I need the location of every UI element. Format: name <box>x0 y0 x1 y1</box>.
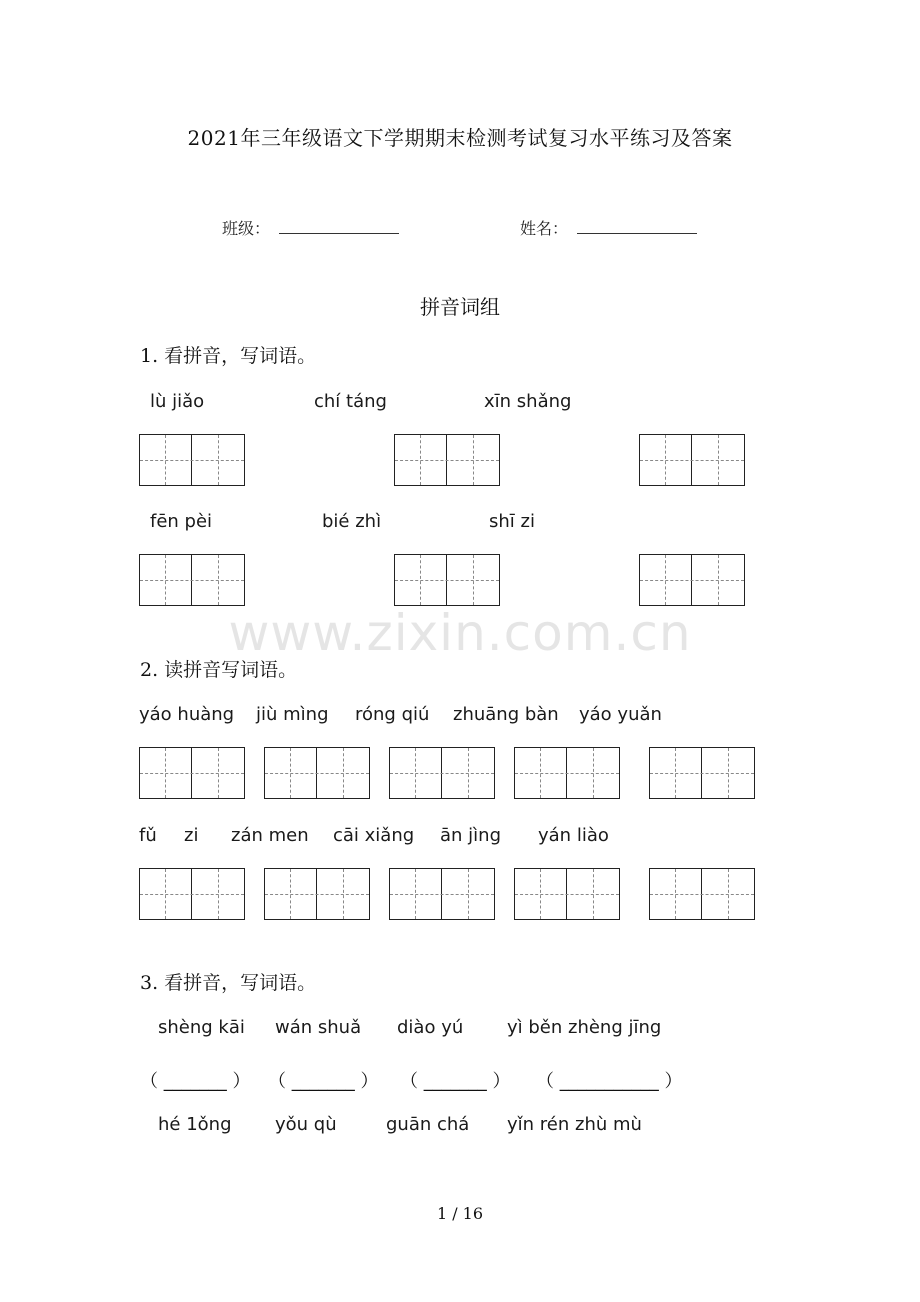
q2-pinyin: ān jìng <box>440 825 501 846</box>
q3-pinyin: yì běn zhèng jīng <box>507 1017 662 1038</box>
q1-pinyin: fēn pèi <box>150 511 213 532</box>
writing-box[interactable] <box>139 868 245 920</box>
q1-pinyin: chí táng <box>314 391 387 412</box>
q2-pinyin: yáo huàng <box>139 704 235 725</box>
answer-blank[interactable]: （ _______ ） <box>268 1071 379 1092</box>
writing-box[interactable] <box>264 747 370 799</box>
writing-box[interactable] <box>639 434 745 486</box>
writing-box[interactable] <box>649 747 755 799</box>
writing-box[interactable] <box>514 868 620 920</box>
q1-pinyin: bié zhì <box>322 511 382 532</box>
writing-box[interactable] <box>389 868 495 920</box>
q2-pinyin: cāi xiǎng <box>333 825 415 846</box>
section-title: 拼音词组 <box>420 295 500 319</box>
q2-pinyin: jiù mìng <box>256 704 329 725</box>
q2-pinyin: zán men <box>231 825 309 846</box>
q1-pinyin: lù jiǎo <box>150 391 205 412</box>
writing-box[interactable] <box>389 747 495 799</box>
q2-pinyin: yán liào <box>538 825 609 846</box>
q1-heading: 1. 看拼音，写词语。 <box>140 345 317 367</box>
class-blank <box>279 233 399 234</box>
q3-pinyin: yǐn rén zhù mù <box>507 1114 642 1135</box>
q2-pinyin: fǔ <box>139 825 157 846</box>
writing-box[interactable] <box>394 554 500 606</box>
answer-blank[interactable]: （ _______ ） <box>140 1071 251 1092</box>
q3-pinyin: guān chá <box>386 1114 470 1135</box>
writing-box[interactable] <box>139 554 245 606</box>
q2-pinyin: yáo yuǎn <box>579 704 662 725</box>
q3-pinyin: diào yú <box>397 1017 464 1038</box>
q2-heading: 2. 读拼音写词语。 <box>140 659 298 681</box>
writing-box[interactable] <box>514 747 620 799</box>
q3-pinyin: shèng kāi <box>158 1017 245 1038</box>
page-number: 1 / 16 <box>436 1204 484 1223</box>
q1-pinyin: shī zi <box>489 511 535 532</box>
name-label: 姓名： <box>520 219 569 238</box>
writing-box[interactable] <box>394 434 500 486</box>
name-blank <box>577 233 697 234</box>
writing-box[interactable] <box>139 434 245 486</box>
writing-box[interactable] <box>639 554 745 606</box>
q2-pinyin: zhuāng bàn <box>453 704 559 725</box>
q2-pinyin: zi <box>184 825 199 846</box>
q2-pinyin: róng qiú <box>355 704 430 725</box>
answer-blank[interactable]: （ _______ ） <box>400 1071 511 1092</box>
writing-box[interactable] <box>649 868 755 920</box>
document-title: 2021年三年级语文下学期期末检测考试复习水平练习及答案 <box>187 126 733 150</box>
q3-heading: 3. 看拼音，写词语。 <box>140 972 317 994</box>
q3-pinyin: hé 1ǒng <box>158 1114 232 1135</box>
watermark: www.zixin.com.cn <box>228 604 692 662</box>
q3-pinyin: yǒu qù <box>275 1114 337 1135</box>
writing-box[interactable] <box>264 868 370 920</box>
answer-blank[interactable]: （ ___________ ） <box>536 1071 683 1092</box>
class-label: 班级： <box>222 219 271 238</box>
q3-pinyin: wán shuǎ <box>275 1017 362 1038</box>
q1-pinyin: xīn shǎng <box>484 391 572 412</box>
writing-box[interactable] <box>139 747 245 799</box>
